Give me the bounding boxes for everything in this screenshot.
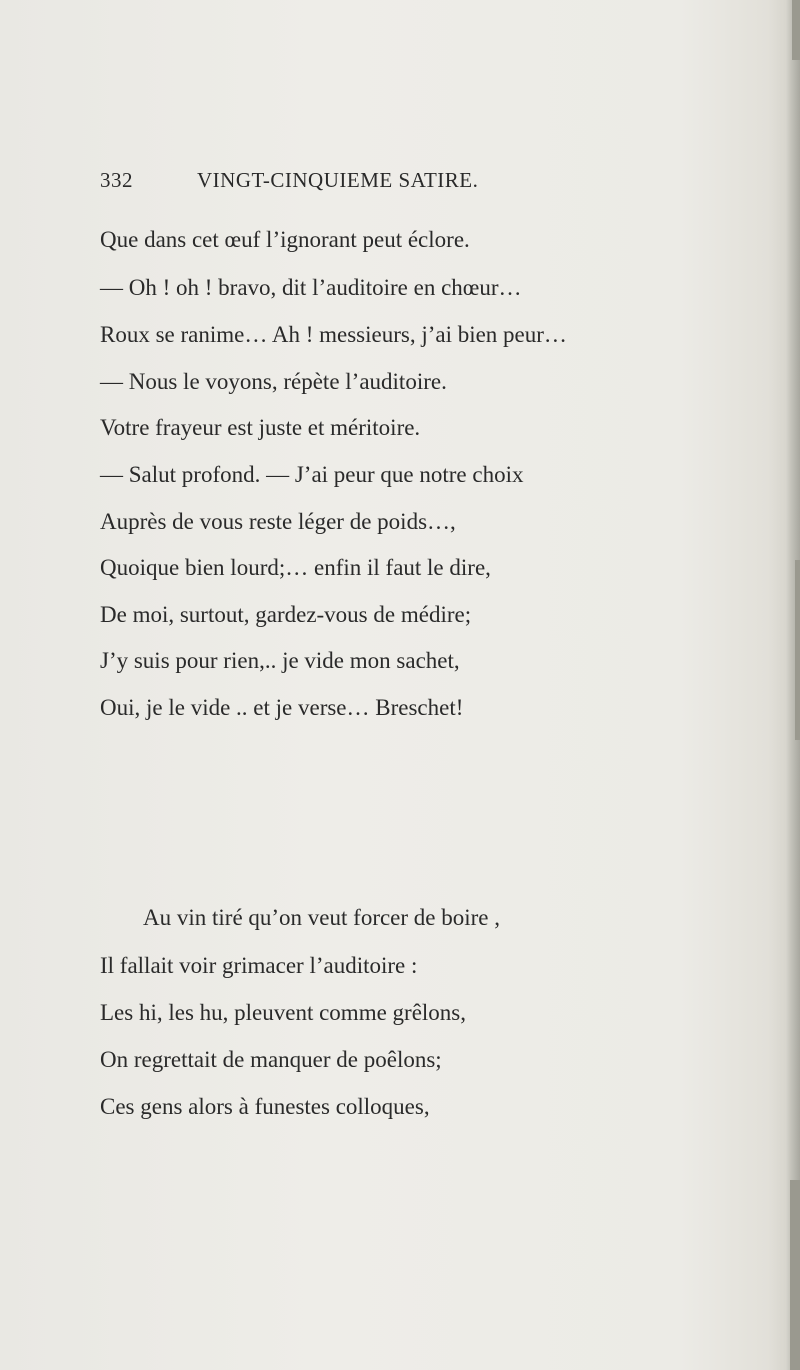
verse-line: J’y suis pour rien,.. je vide mon sachet,: [100, 648, 460, 673]
running-title: VINGT-CINQUIEME SATIRE.: [197, 168, 479, 192]
running-header: [100, 168, 700, 198]
verse-line: Que dans cet œuf l’ignorant peut éclore.: [100, 227, 470, 252]
verse-line: De moi, surtout, gardez-vous de médire;: [100, 602, 472, 627]
page-edge-dark-middle: [795, 560, 800, 740]
verse-line: — Salut profond. — J’ai peur que notre choix: [100, 462, 524, 487]
page-edge-dark-top: [792, 0, 800, 60]
verse-line: Auprès de vous reste léger de poids…,: [100, 509, 456, 534]
verse-line: Quoique bien lourd;… enfin il faut le dire,: [100, 555, 491, 580]
verse-line: — Oh ! oh ! bravo, dit l’auditoire en chœur…: [100, 275, 522, 300]
verse-line: Il fallait voir grimacer l’auditoire :: [100, 953, 418, 978]
verse-line: Au vin tiré qu’on veut forcer de boire ,: [143, 905, 501, 930]
verse-line: Les hi, les hu, pleuvent comme grêlons,: [100, 1000, 467, 1025]
verse-line: Votre frayeur est juste et méritoire.: [100, 415, 421, 440]
verse-line: On regrettait de manquer de poêlons;: [100, 1047, 442, 1072]
verse-line: Oui, je le vide .. et je verse… Breschet!: [100, 695, 464, 720]
verse-line: Ces gens alors à funestes colloques,: [100, 1094, 430, 1119]
page-edge-dark-bottom: [790, 1180, 800, 1370]
verse-line: Roux se ranime… Ah ! messieurs, j’ai bien peur…: [100, 322, 567, 347]
verse-line: — Nous le voyons, répète l’auditoire.: [100, 369, 447, 394]
page-number: 332: [100, 168, 133, 192]
